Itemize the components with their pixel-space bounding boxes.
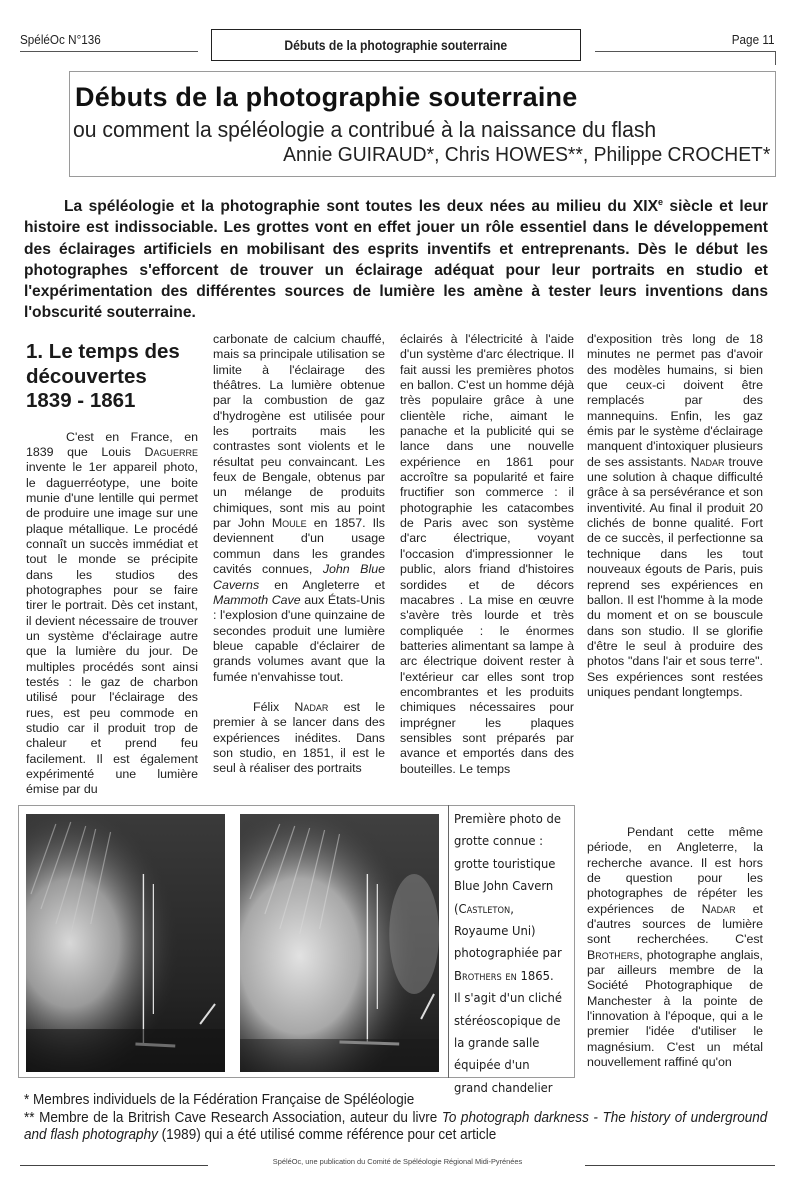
article-title: Débuts de la photographie souterraine: [75, 82, 578, 112]
header-rule-tick: [775, 51, 776, 65]
cave-photo-right-image: [240, 814, 439, 1072]
text-run: Pendant cette même période, en Angleterre, la recherche avance. Il est hors de question pour les photographes de répéter les expériences de: [587, 825, 763, 916]
section-heading-line-3: 1839 - 1861: [26, 389, 136, 412]
text-run: ** Membre de la Britrish Cave Research Association, auteur du livre: [24, 1109, 442, 1126]
name-nadar: Nadar: [690, 454, 725, 469]
name-daguerre: Daguerre: [144, 444, 198, 459]
name-moule: Moule: [271, 516, 307, 531]
caption-line: grotte connue :: [454, 833, 544, 849]
caption-line: Brothers en 1865.: [454, 967, 554, 983]
lead-superscript: e: [658, 196, 664, 207]
caption-line: Blue John Cavern: [454, 878, 554, 894]
paragraph-1-continued: [213, 332, 385, 685]
footnotes: [24, 1092, 770, 1145]
name-nadar: Nadar: [294, 699, 329, 714]
text-run: carbonate de calcium chauffé, mais sa principale utilisation se limite à l'éclairage des théâtres. La lumière obtenue par la combustion de gaz d'hydrogène est utilisée pour les portraits mais les contrastes sont violents et le résultat peu convaincant. Les feux de Bengale, obtenus par un mélange de produits chimiques, sont mis au point par John: [213, 332, 385, 531]
caption-line: grotte touristique: [454, 855, 556, 871]
text-run: en 1857. Ils deviennent d'un usage commun dans les grandes cavités connues,: [213, 516, 385, 577]
section-heading-line-1: 1. Le temps des: [26, 340, 180, 363]
place-john-blue-caverns: John Blue Caverns: [213, 562, 385, 592]
name-nadar: Nadar: [701, 901, 736, 916]
text-run: trouve une solution à chaque difficulté grâce à sa persévérance et son inventivité. Au final il produit 20 clichés de bonne qualité. Fort de ce succès, il perfectionne sa technique dans les tout nouveaux égouts de Paris, puis reprend ses expériences en ballon. Il est l'homme à la mode du moment et on se bouscule dans son studio. Il se glorifie d'être le seul à produire des photos "dans l'air et sous terre". Ses expériences sont restées uniques pendant longtemps.: [587, 454, 763, 699]
caption-line: photographiée par: [454, 945, 562, 961]
column-4-lower: [587, 825, 763, 1071]
footer-rule-left: [20, 1165, 208, 1166]
text-run: invente le 1er appareil photo, le daguerréotype, une boite munie d'une lentille qui permet de produire une image sur une plaque métallique. Le procédé connaît un succès immédiat et tout le monde se précipite dans les studios des photographes pour se faire tirer le portrait. Dès cet instant, il devient nécessaire de trouver un système d'éclairage autre que la lumière du jour. De multiples procédés sont ainsi testés : le gaz de charbon utilisé pour l'éclairage des rues, est peu commode en studio car il produit trop de chaleur et prend feu facilement. Il est également expérimenté une lumière émise par du: [26, 460, 198, 797]
header-rule-left: [20, 51, 198, 52]
caption-line: équipée d'un: [454, 1057, 530, 1073]
footnote-1: * Membres individuels de la Fédération Française de Spéléologie: [24, 1092, 415, 1108]
caption-line: grand chandelier: [454, 1079, 553, 1095]
article-subtitle: ou comment la spéléologie a contribué à la naissance du flash: [73, 117, 657, 142]
section-heading: [26, 340, 198, 414]
caption-line: stéréoscopique de: [454, 1012, 561, 1028]
text-run: et d'autres sources de lumière sont recherchées. C'est: [587, 901, 763, 947]
header-rule-right: [595, 51, 775, 52]
paragraph-2-end: [587, 332, 763, 700]
footnote-2: [24, 1110, 767, 1145]
section-heading-line-2: découvertes: [26, 364, 147, 388]
footer-rule-right: [585, 1165, 775, 1166]
text-run: en Angleterre et: [259, 577, 385, 592]
article-authors: Annie GUIRAUD*, Chris HOWES**, Philippe CROCHET*: [282, 143, 770, 166]
paragraph-1-start: [26, 430, 198, 798]
text-run: , photographe anglais, par ailleurs membre de la Société Photographique de Manchester à la pointe de l'innovation à l'époque, qui a le premier l'idée d'utiliser le magnésium. C'est un métal nouvellement raffiné qu'on: [587, 947, 763, 1070]
paragraph-2-start: [213, 700, 385, 777]
text-run: C'est en France, en 1839 que Louis: [26, 429, 198, 459]
column-3: [400, 332, 574, 777]
place-mammoth-cave: Mammoth Cave: [213, 592, 301, 607]
name-brothers: Brothers: [587, 947, 640, 962]
text-run: est le premier à se lancer dans des expériences inédites. Dans son studio, en 1851, il est le seul à réaliser des portraits: [213, 699, 386, 776]
lead-text-1: La spéléologie et la photographie sont toutes les deux nées au milieu du XIX: [64, 198, 659, 215]
header-section-title: Débuts de la photographie souterraine: [284, 37, 508, 53]
text-run: d'exposition très long de 18 minutes ne permet pas d'avoir des modèles humains, si bien que ceux-ci doivent être remplacés par des mannequins. Enfin, les gaz émis par le système d'éclairage manquent d'intoxiquer plusieurs de ses assistants.: [587, 332, 763, 469]
caption-line: la grande salle: [454, 1035, 540, 1051]
book-title: To photograph darkness - The history of underground and flash photography: [24, 1109, 768, 1143]
publication-issue: SpéléOc N°136: [20, 32, 101, 47]
header-section-box: [211, 29, 581, 61]
column-2: [213, 332, 385, 777]
text-run: (1989) qui a été utilisé comme référence pour cet article: [157, 1127, 497, 1143]
caption-line: Première photo de: [454, 811, 561, 826]
paragraph-3: [587, 825, 763, 1071]
column-1: [26, 340, 198, 798]
paragraph-2-continued: éclairés à l'électricité à l'aide d'un système d'arc électrique. Il fait aussi les premières photos en ballon. C'est un homme déjà très populaire grâce à une clientèle riche, aimant le panache et la publicité qui se lance dans une nouvelle expérience en 1861 pour accroître sa popularité et faire fructifier son commerce : il photographie les catacombes de Paris avec son système d'arc électrique, voyant l'occasion d'impressionner le public, alors friand d'histoires sordides et de décors macabres . La mise en œuvre s'avère très lourde et très compliquée : le énormes batteries alimentant sa lampe à arc électrique doivent rester à l'extérieur car elles sont trop encombrantes et les produits chimiques nécessaires pour imprégner les plaques sensibles sont préparés par avance et emportés dans des bouteilles. Le temps: [400, 332, 574, 776]
lead-text-2: siècle et leur histoire est indissociable. Les grottes vont en effet jouer un rôle essentiel dans le développement des éclairages artificiels en mobilisant des esprits inventifs et entreprenants. Dès le début les photographes s'efforcent de trouver un éclairage adéquat pour leur portraits en studio et l'expérimentation des différentes sources de lumière les amène à tester leurs inventions dans l'obscurité souterraine.: [24, 198, 768, 322]
figure-caption: [454, 808, 564, 1099]
text-run: aux États-Unis : l'explosion d'une quinzaine de secondes produit une lumière bleue capable d'éclairer de grands volumes avant que la fumée n'envahisse tout.: [213, 592, 386, 684]
cave-photo-left-image: [26, 814, 225, 1072]
stereoscopic-photo-right: [240, 814, 439, 1072]
text-run: Félix: [253, 699, 295, 714]
figure-divider: [448, 805, 449, 1078]
caption-line: Il s'agit d'un cliché: [454, 990, 562, 1006]
page-number: Page 11: [731, 32, 774, 47]
caption-line: Royaume Uni): [454, 923, 536, 939]
stereoscopic-photo-left: [26, 814, 225, 1072]
column-4: [587, 332, 763, 700]
caption-line: (Castleton,: [454, 900, 514, 916]
footer-text: SpéléOc, une publication du Comité de Spéléologie Régional Midi-Pyrénées: [272, 1157, 523, 1166]
lead-paragraph: [24, 196, 768, 324]
